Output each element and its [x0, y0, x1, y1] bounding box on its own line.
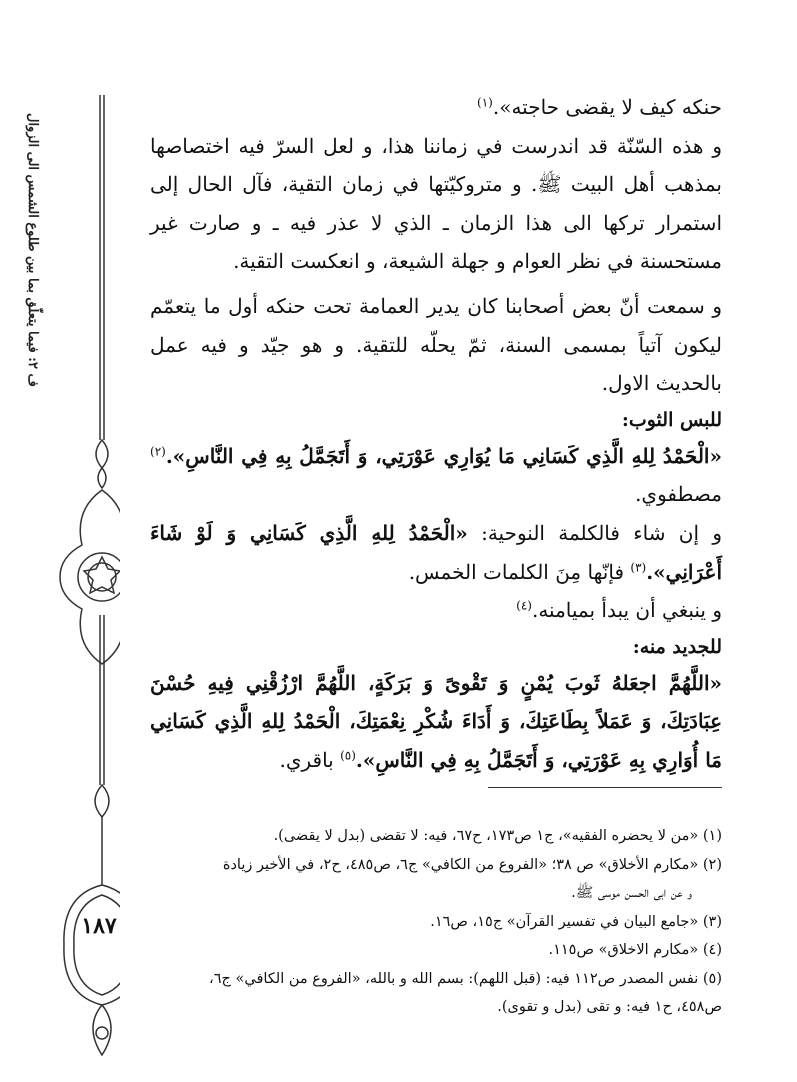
prayer-quote: «الْحَمْدُ لِلهِ الَّذِي كَسَانِي مَا يُوَارِي عَوْرَتِي، وَ أَتَجَمَّلُ بِهِ فِي النَّاسِ».: [165, 443, 722, 468]
page-number: ١٨٧: [81, 913, 117, 939]
paragraph-nuh-word: [150, 514, 722, 591]
footnote-2-continuation: و عن ابى الحسن موسى ﷺ.: [571, 885, 692, 901]
paragraph-sunnah: و هذه السّنّة قد اندرست في زماننا هذا، و لعل السرّ فيه اختصاصها بمذهب أهل البيت ﷺ. و متروكيّتها في زمان التقية، فآل الحال إلى استمرار تركها الى هذا الزمان ـ الذي لا عذر فيه ـ و صارت غير مستحسنة في نظر العوام و جهلة الشيعة، و انعكست التقية.: [150, 133, 722, 274]
footnote-marker-4: (٤): [516, 598, 532, 613]
prayer-quote: «اللَّهُمَّ اجعَلهُ ثَوبَ يُمْنٍ وَ تَقْوىً وَ بَرَكَةٍ، اللَّهُمَّ ارْزُقْنِي فِيهِ حُسْنَ عِبَادَتِكَ، وَ عَمَلاً بِطَاعَتِكَ، وَ أَدَاءَ شُكْرِ نِعْمَتِكَ، الْحَمْدُ لِلهِ الَّذِي كَسَانِي مَا أُوَارِي بِهِ عَوْرَتِي، وَ أَتَجَمَّلُ بِهِ فِي النَّاسِ».: [150, 670, 723, 772]
section-heading-wearing-garment: للبس الثوب:: [621, 408, 722, 431]
footnote-marker-5: (٥): [340, 748, 356, 763]
text-span: و ينبغي أن يبدأ بميامنه.: [531, 598, 722, 623]
footnotes-section: [150, 822, 722, 1022]
source-label: باقري.: [279, 747, 341, 772]
main-text-body: [150, 88, 722, 780]
running-chapter-title: ف ٢: فيما يتعلّق بما بين طلوع الشمس الى الزوال: [25, 113, 40, 387]
section-heading-new-garment: للجديد منه:: [632, 635, 722, 658]
footnote-marker-2: (٢): [150, 444, 166, 459]
text-span: فإنّها مِنَ الكلمات الخمس.: [408, 559, 631, 584]
source-label: مصطفوي.: [635, 482, 722, 507]
footnote-marker-1: (١): [477, 95, 493, 110]
footnote-5-continuation: ص٤٥٨، ح١ فيه: و تقى (بدل و تقوى).: [497, 999, 722, 1015]
footnote-2: (٢) «مكارم الأخلاق» ص ٣٨؛ «الفروع من الكافي» ج٦، ص٤٨٥، ح٢، في الأخير زيادة: [222, 856, 722, 873]
footnote-4: (٤) «مكارم الاخلاق» ص١١٥.: [548, 942, 722, 958]
paragraph-new-garment-prayer: [150, 664, 722, 780]
footnote-marker-3: (٣): [630, 559, 647, 574]
paragraph-companions: و سمعت أنّ بعض أصحابنا كان يدير العمامة تحت حنكه أول ما يتعمّم ليكون آتياً بمسمى السنة، ثمّ يحلّه للتقية. و هو جيّد و فيه عمل بالحديث الاول.: [150, 293, 722, 396]
footnote-3: (٣) «جامع البيان في تفسير القرآن» ج١٥، ص١٦.: [430, 913, 722, 930]
paragraph-garment-prayer: [150, 437, 722, 514]
text-span: و إن شاء فالكلمة النوحية:: [467, 520, 722, 545]
footnote-separator: [488, 787, 722, 788]
paragraph-continuation: [150, 88, 722, 127]
footnote-1: (١) «من لا يحضره الفقيه»، ج١ ص١٧٣، ح٦٧، فيه: لا تقضى (بدل لا يقضى).: [273, 828, 722, 844]
paragraph-right-side: [150, 591, 722, 630]
footnote-5: (٥) نفس المصدر ص١١٢ فيه: (قبل اللهم): بسم الله و بالله، «الفروع من الكافي» ج٦،: [209, 970, 722, 987]
text-line: حنكه كيف لا يقضى حاجته».: [492, 95, 722, 119]
prayer-quote: «الْحَمْدُ لِلهِ الَّذِي كَسَانِي وَ لَوْ شَاءَ أَعْرَانِي».: [150, 520, 722, 584]
